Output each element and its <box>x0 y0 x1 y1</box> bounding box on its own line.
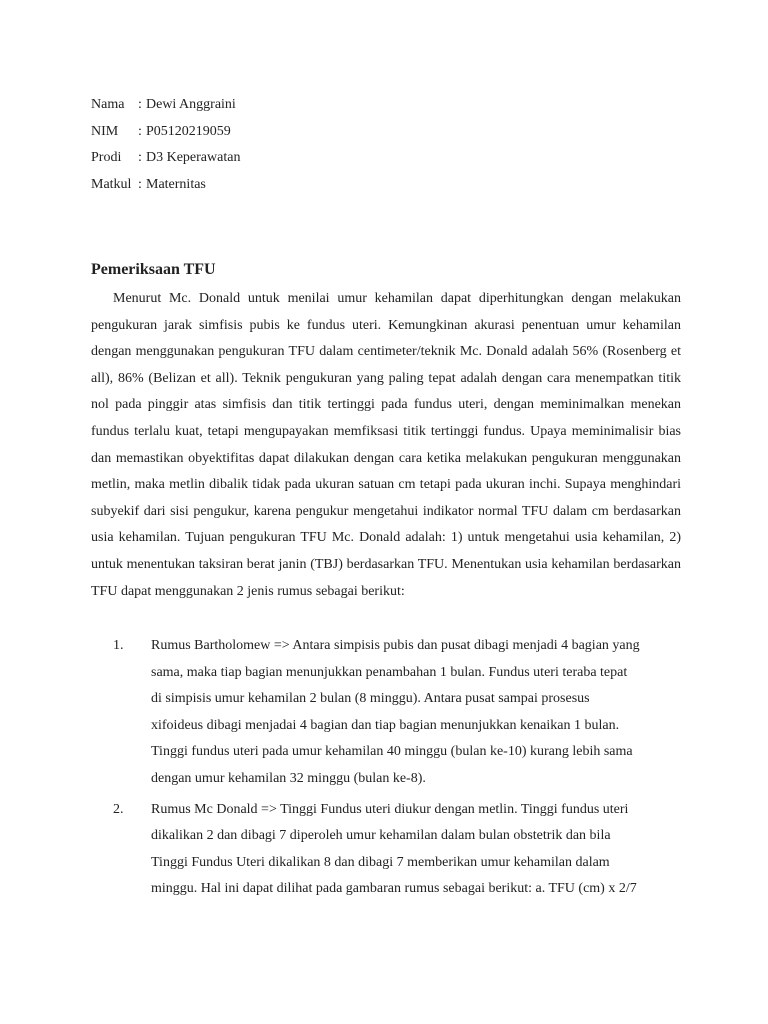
list-line: dengan umur kehamilan 32 minggu (bulan ke-8). <box>151 770 426 786</box>
list-line: Rumus Bartholomew => Antara simpisis pubis dan pusat dibagi menjadi 4 bagian yang <box>151 638 640 653</box>
list-item-mc-donald <box>91 797 683 903</box>
list-number: 2. <box>113 801 124 817</box>
list-line: xifoideus dibagi menjadai 4 bagian dan tiap bagian menunjukkan kenaikan 1 bulan. <box>151 717 620 733</box>
list-line: sama, maka tiap bagian menunjukkan penambahan 1 bulan. Fundus uteri teraba tepat <box>151 664 628 680</box>
body-paragraph: Menurut Mc. Donald untuk menilai umur kehamilan dapat diperhitungkan dengan melakukan pengukuran jarak simfisis pubis ke fundus uteri. Kemungkinan akurasi penentuan umur kehamilan dengan menggunakan pengukuran TFU dalam centimeter/teknik Mc. Donald adalah 56% (Rosenberg et all), 86% (Belizan et all). Teknik pengukuran yang paling tepat adalah dengan cara menempatkan titik nol pada pinggir atas simfisis dan titik tertinggi pada fundus uteri, dengan meminimalkan menekan fundus terlalu kuat, tetapi mengupayakan memfiksasi titik tertinggi fundus. Upaya meminimalisir bias dan memastikan obyektifitas dapat dilakukan dengan cara ketika melakukan pengukuran menggunakan metlin, maka metlin dibalik tidak pada ukuran satuan cm tetapi pada ukuran inchi. Supaya menghindari subyekif dari sisi pengukur, karena pengukur mengetahui indikator normal TFU dalam cm berdasarkan usia kehamilan. Tujuan pengukuran TFU Mc. Donald adalah: 1) untuk mengetahui usia kehamilan, 2) untuk menentukan taksiran berat janin (TBJ) berdasarkan TFU. Menentukan usia kehamilan berdasarkan TFU dapat menggunakan 2 jenis rumus sebagai berikut: <box>91 291 681 599</box>
list-line: dikalikan 2 dan dibagi 7 diperoleh umur kehamilan dalam bulan obstetrik dan bila <box>151 828 611 844</box>
list-item-bartholomew <box>91 633 683 793</box>
list-line: Tinggi fundus uteri pada umur kehamilan 40 minggu (bulan ke-10) kurang lebih sama <box>151 744 633 760</box>
list-line: Tinggi Fundus Uteri dikalikan 8 dan dibagi 7 memberikan umur kehamilan dalam <box>151 854 610 870</box>
identity-label: Nama <box>91 97 125 112</box>
list-line: minggu. Hal ini dapat dilihat pada gambaran rumus sebagai berikut: a. TFU (cm) x 2/7 <box>151 881 637 897</box>
identity-separator: : <box>138 97 142 112</box>
identity-row-nim <box>91 119 240 146</box>
identity-separator: : <box>138 150 142 165</box>
section-heading: Pemeriksaan TFU <box>91 261 216 278</box>
identity-label: NIM <box>91 123 119 139</box>
identity-row-prodi <box>91 145 240 172</box>
list-line: Rumus Mc Donald => Tinggi Fundus uteri diukur dengan metlin. Tinggi fundus uteri <box>151 801 629 817</box>
identity-label: Matkul <box>91 176 132 192</box>
formula-list <box>91 633 683 907</box>
list-line: di simpisis umur kehamilan 2 bulan (8 minggu). Antara pusat sampai prosesus <box>151 691 590 707</box>
identity-separator: : <box>138 176 142 192</box>
identity-label: Prodi <box>91 150 122 165</box>
identity-value: Dewi Anggraini <box>146 97 236 112</box>
list-number: 1. <box>113 638 124 653</box>
identity-row-nama <box>91 92 240 119</box>
student-identity-block <box>91 92 240 198</box>
identity-value: P05120219059 <box>146 123 231 139</box>
identity-value: Maternitas <box>146 176 206 192</box>
identity-row-matkul <box>91 172 240 199</box>
identity-value: D3 Keperawatan <box>146 150 241 165</box>
identity-separator: : <box>138 123 142 139</box>
